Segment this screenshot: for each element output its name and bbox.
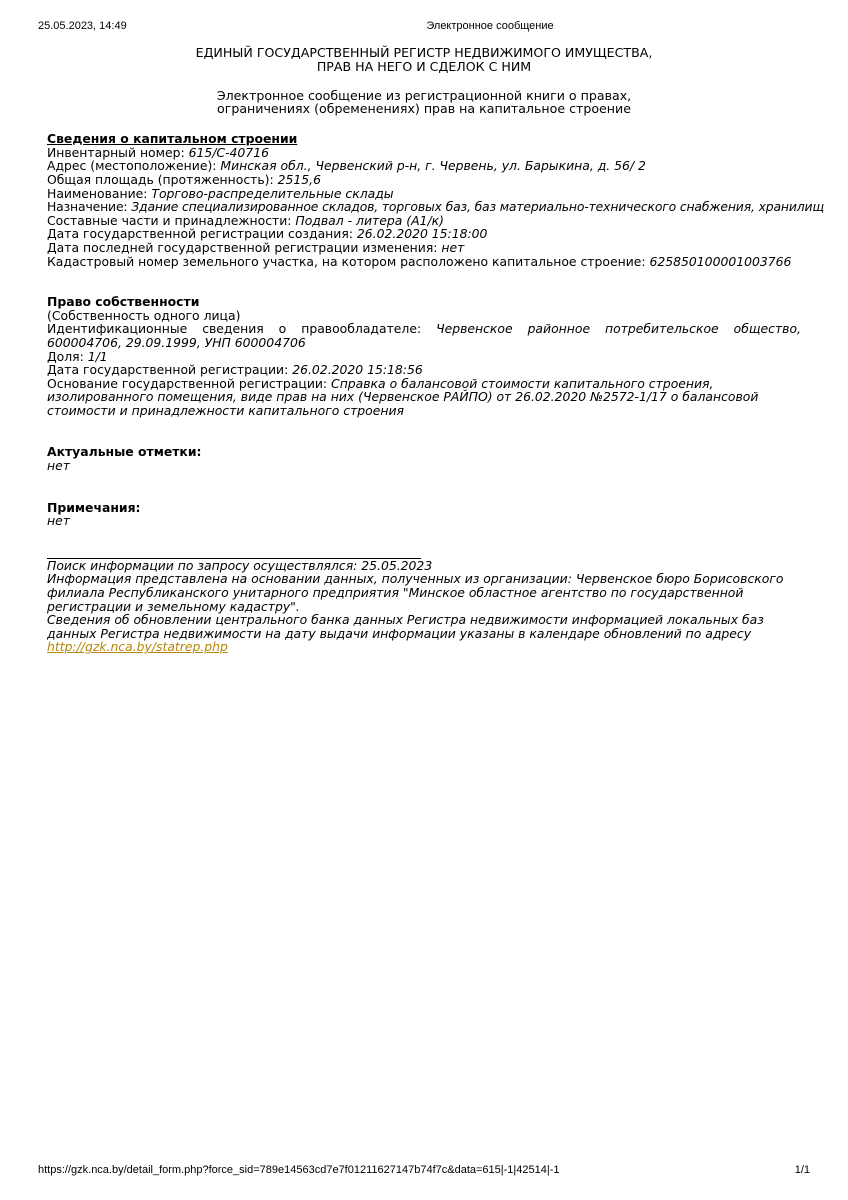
field-value: Подвал - литера (А1/к) (295, 212, 444, 228)
field-value: 2515,6 (277, 171, 321, 187)
field-label: Дата государственной регистрации создания: (47, 226, 357, 242)
page-counter: 1/1 (794, 1164, 810, 1176)
building-section (47, 131, 824, 269)
field-label: Кадастровый номер земельного участка, на котором расположено капитальное строение: (47, 253, 650, 269)
field-value: Здание специализированное складов, торговых баз, баз материально-технического снабжения, хранилищ (131, 199, 824, 215)
ownership-type: (Собственность одного лица) (47, 307, 241, 323)
share-label: Доля: (47, 348, 88, 364)
field-address (47, 159, 801, 173)
field-label: Дата последней государственной регистрации изменения: (47, 239, 442, 255)
field-area (47, 173, 801, 187)
current-marks-section (47, 445, 801, 472)
notes-value: нет (47, 513, 70, 529)
field-label: Составные части и принадлежности: (47, 212, 296, 228)
building-heading: Сведения о капитальном строении (47, 131, 298, 147)
field-label: Общая площадь (протяженность): (47, 171, 278, 187)
footnote-search-info: Поиск информации по запросу осуществлялся: 25.05.2023 (47, 557, 433, 573)
ownership-heading: Право собственности (47, 294, 200, 310)
field-value: 615/C-40716 (188, 144, 269, 160)
field-value: Торгово-распределительные склады (151, 185, 394, 201)
basis-label: Основание государственной регистрации: (47, 375, 332, 391)
print-url: https://gzk.nca.by/detail_form.php?force_sid=789e14563cd7e7f01211627147b74f7c&data=615|-1|42514|-1 (38, 1164, 560, 1176)
field-label: Назначение: (47, 199, 132, 215)
field-inventory-number (47, 146, 801, 160)
reg-date-label: Дата государственной регистрации: (47, 362, 293, 378)
document-title: ЕДИНЫЙ ГОСУДАРСТВЕННЫЙ РЕГИСТР НЕДВИЖИМОГО ИМУЩЕСТВА, ПРАВ НА НЕГО И СДЕЛОК С НИМ (195, 45, 653, 74)
field-components (47, 214, 801, 228)
print-page-title: Электронное сообщение (426, 20, 554, 32)
field-last-change-date (47, 241, 801, 255)
footnotes (47, 559, 801, 654)
holder-label: Идентификационные сведения о правообладателе: (47, 321, 437, 337)
reg-date-value: 26.02.2020 15:18:56 (292, 362, 423, 378)
current-marks-value: нет (47, 458, 70, 474)
field-value: 26.02.2020 15:18:00 (356, 226, 488, 242)
ownership-section (47, 295, 801, 417)
current-marks-heading: Актуальные отметки: (47, 444, 202, 460)
notes-heading: Примечания: (47, 499, 141, 515)
statrep-link[interactable]: http://gzk.nca.by/statrep.php (47, 639, 228, 655)
ownership-basis (47, 377, 801, 418)
field-value: Минская обл., Червенский р-н, г. Червень, ул. Барыкина, д. 56/ 2 (220, 158, 646, 174)
holder-value: Червенское районное потребительское общество, 600004706, 29.09.1999, УНП 600004706 (47, 321, 801, 350)
field-name (47, 187, 801, 201)
footnote-source-info: Информация представлена на основании данных, полученных из организации: Червенское бюро Борисовского филиала Республиканского унитарного предприятия "Минское областное агентство по государственной регистрации и земельному кадастру". (47, 571, 784, 614)
ownership-reg-date (47, 363, 801, 377)
footnote-update-info: Сведения об обновлении центрального банка данных Регистра недвижимости информацией локальных баз данных Регистра недвижимости на дату выдачи информации указаны в календаре обновлений по адресу (47, 612, 764, 641)
field-label: Наименование: (47, 185, 152, 201)
field-creation-date (47, 227, 801, 241)
document-subtitle: Электронное сообщение из регистрационной книги о правах, ограничениях (обременениях) прав на капитальное строение (216, 87, 632, 117)
ownership-holder (47, 322, 801, 349)
field-purpose (47, 199, 824, 215)
field-label: Инвентарный номер: (47, 144, 189, 160)
print-datetime: 25.05.2023, 14:49 (38, 20, 127, 32)
field-cadastral-number (47, 255, 801, 269)
field-value: нет (441, 239, 465, 255)
ownership-share (47, 350, 801, 364)
field-label: Адрес (местоположение): (47, 158, 221, 174)
basis-value: Справка о балансовой стоимости капитального строения, изолированного помещения, виде прав на них (Червенское РАЙПО) от 26.02.2020 №2572-1/17 о балансовой стоимости и принадлежности капитального строения (47, 375, 759, 418)
notes-section (47, 501, 801, 528)
document-body (47, 45, 824, 655)
field-value: 625850100001003766 (649, 253, 792, 269)
share-value: 1/1 (87, 348, 108, 364)
